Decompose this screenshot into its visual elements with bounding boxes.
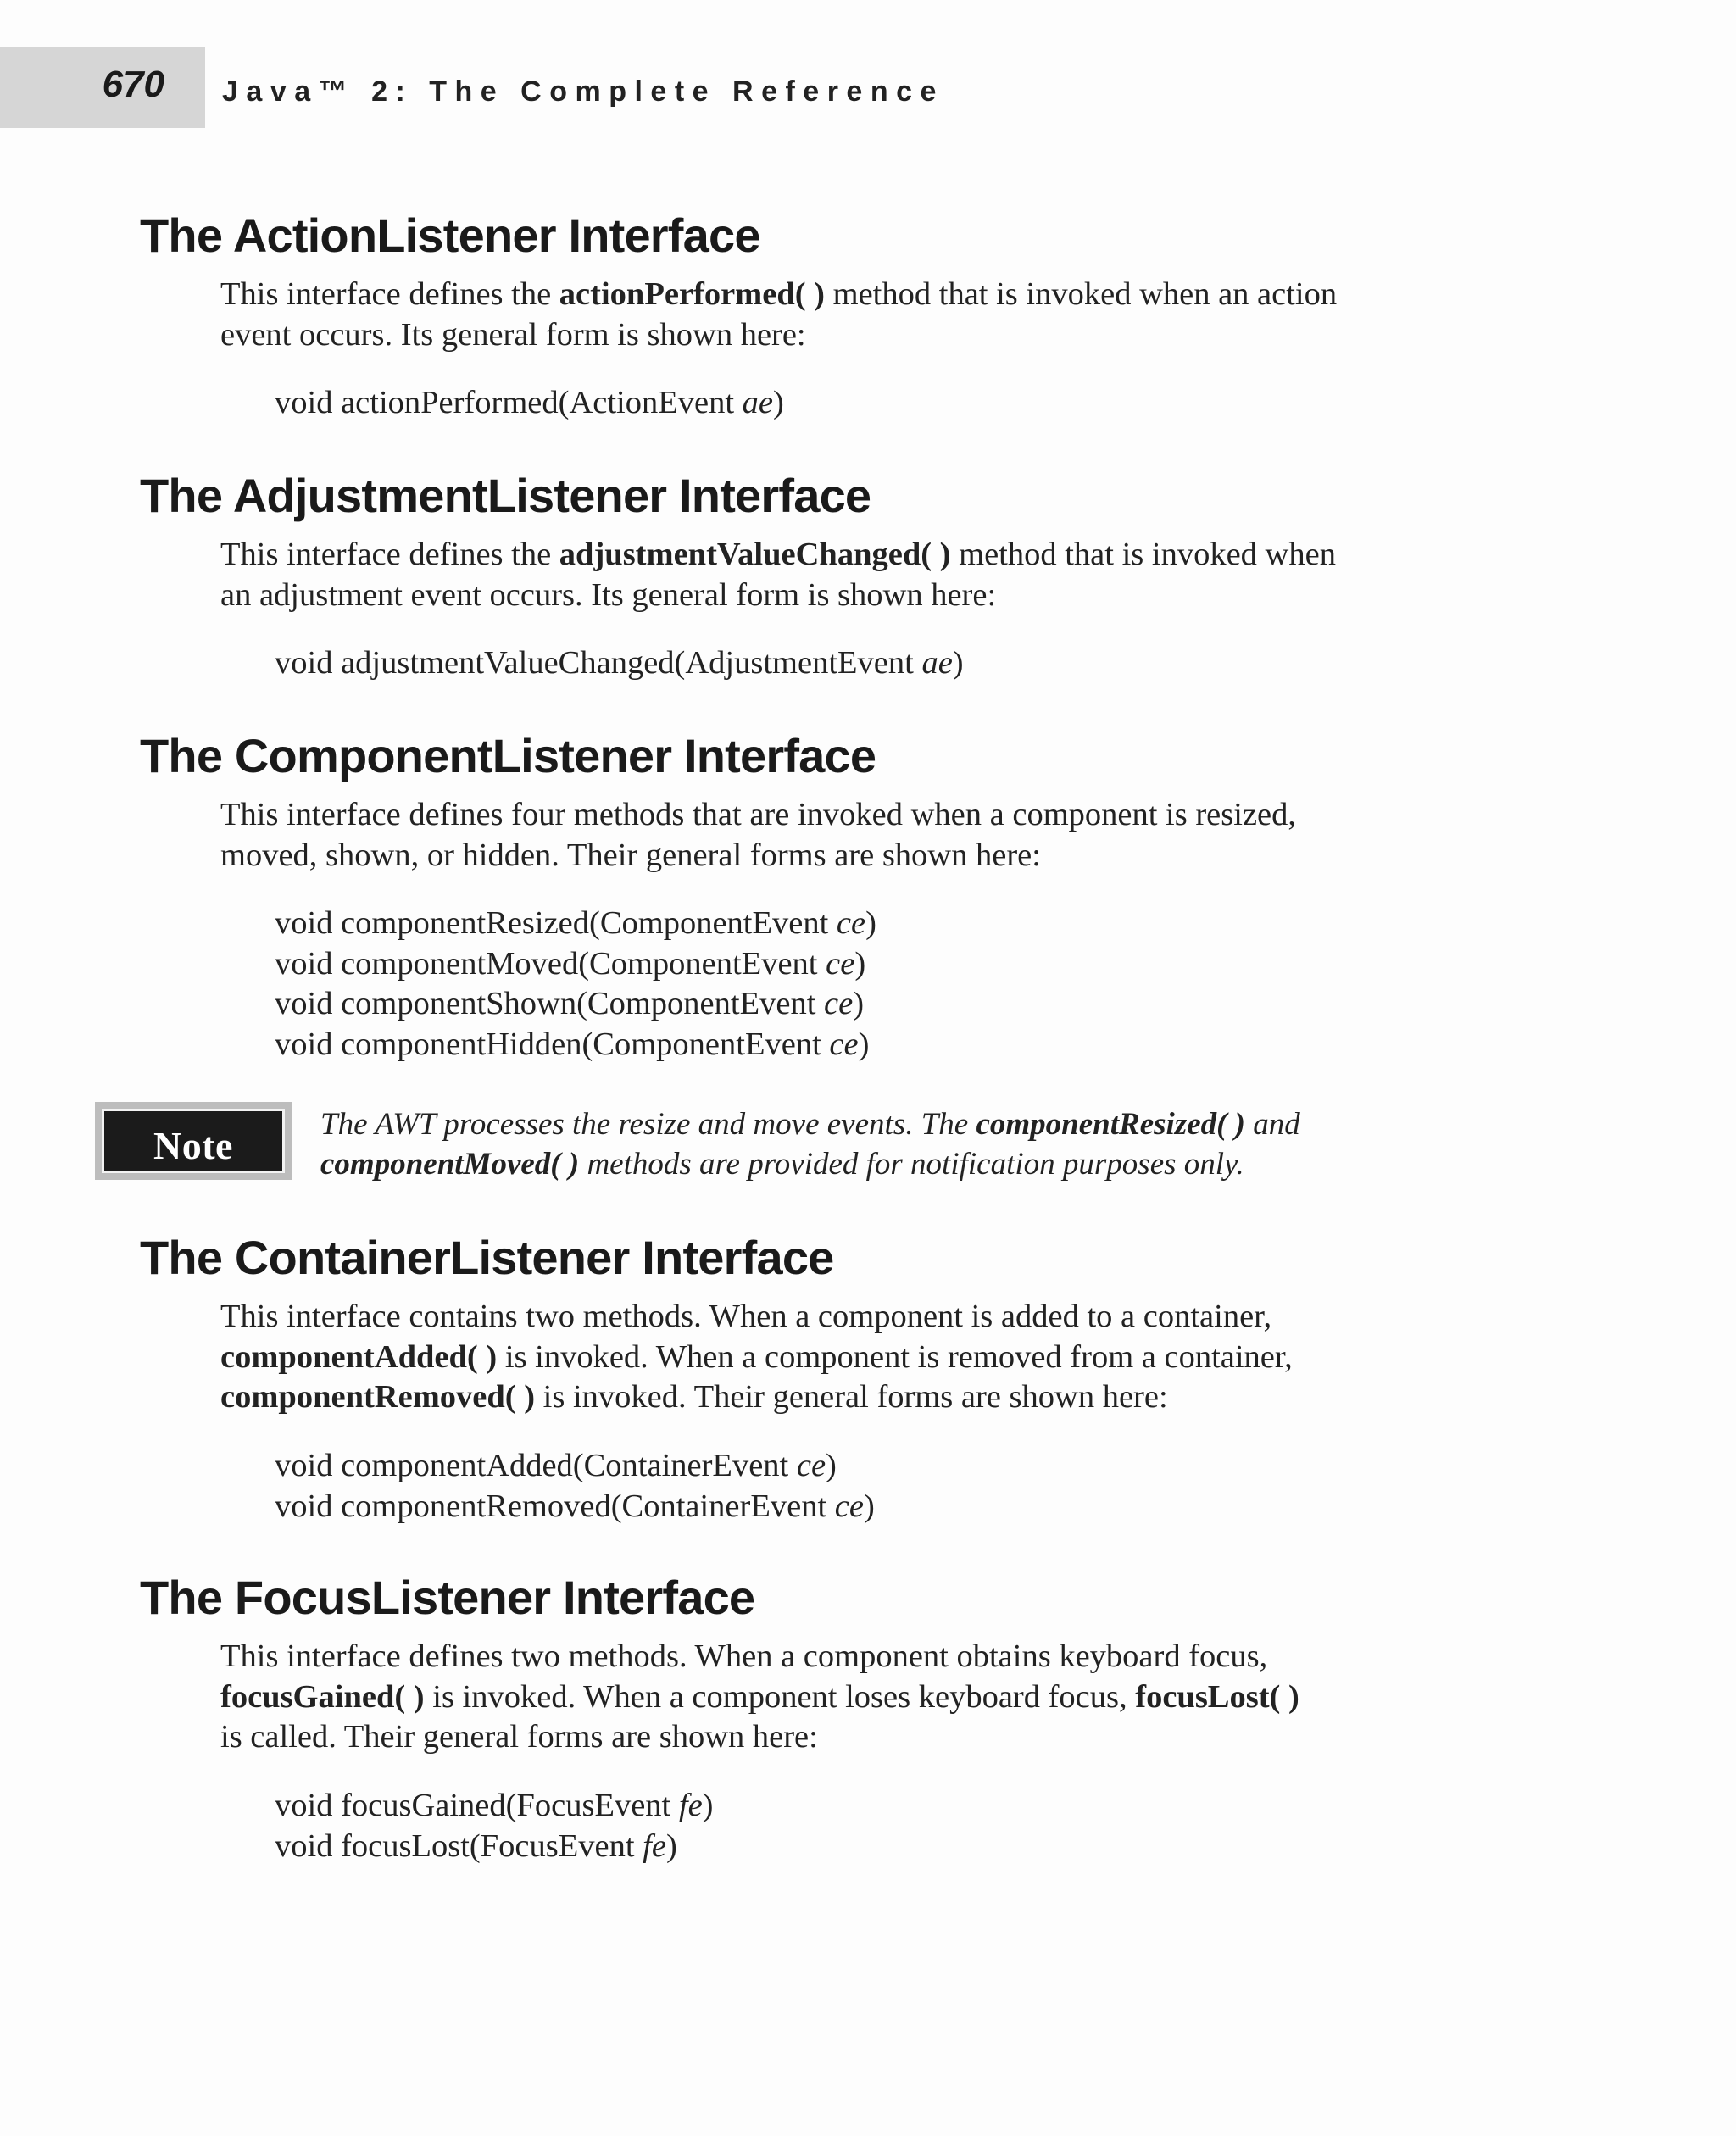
- paragraph-line: [220, 576, 1543, 616]
- method-signatures: [275, 643, 964, 684]
- text-run: methods are provided for notification purposes only.: [579, 1147, 1244, 1182]
- text-run: void componentHidden(ComponentEvent: [275, 1026, 830, 1062]
- method-name: componentResized( ): [976, 1107, 1246, 1142]
- text-run: ): [853, 986, 865, 1021]
- paragraph-line: [220, 1677, 1543, 1718]
- paragraph-line: [220, 836, 1543, 876]
- note-line: [320, 1144, 1422, 1184]
- page-number-box: [0, 47, 205, 128]
- text-run: method that is invoked when: [950, 537, 1336, 572]
- text-run: is invoked. Their general forms are shown here:: [535, 1379, 1168, 1415]
- method-signatures: [275, 1446, 875, 1527]
- method-signatures: [275, 383, 784, 424]
- text-run: void focusGained(FocusEvent: [275, 1788, 679, 1823]
- method-name: adjustmentValueChanged( ): [559, 537, 951, 572]
- parameter-name: ce: [829, 1026, 859, 1062]
- parameter-name: ae: [921, 645, 953, 681]
- text-run: ): [826, 1448, 837, 1483]
- text-run: void actionPerformed(ActionEvent: [275, 385, 743, 420]
- method-signature: [275, 643, 964, 684]
- text-run: ): [858, 1026, 870, 1062]
- text-run: ): [952, 645, 964, 681]
- text-run: This interface contains two methods. When a component is added to a container,: [220, 1299, 1272, 1334]
- method-signature: [275, 383, 784, 424]
- paragraph-line: [220, 795, 1543, 836]
- method-signature: [275, 984, 876, 1025]
- note-badge-inner: [102, 1109, 285, 1173]
- note-badge: [95, 1102, 292, 1180]
- paragraph-line: [220, 1377, 1543, 1418]
- method-signature: [275, 944, 876, 985]
- text-run: is invoked. When a component loses keyboard focus,: [424, 1678, 1136, 1715]
- text-run: void componentRemoved(ContainerEvent: [275, 1488, 835, 1524]
- text-run: is invoked. When a component is removed from a container,: [497, 1338, 1293, 1375]
- text-run: void componentMoved(ComponentEvent: [275, 945, 826, 982]
- parameter-name: ce: [834, 1488, 864, 1524]
- paragraph-line: [220, 1297, 1543, 1338]
- note-line: [320, 1104, 1422, 1144]
- text-run: ): [773, 385, 784, 420]
- text-run: method that is invoked when an action: [825, 276, 1338, 312]
- method-signatures: [275, 1786, 714, 1866]
- paragraph-line: [220, 275, 1543, 315]
- parameter-name: fe: [678, 1788, 703, 1823]
- text-run: and: [1245, 1107, 1300, 1142]
- section-heading: The ActionListener Interface: [140, 209, 760, 262]
- text-run: This interface defines the: [220, 276, 559, 312]
- section-heading: The ContainerListener Interface: [140, 1231, 834, 1284]
- text-run: This interface defines the: [220, 537, 559, 572]
- parameter-name: ce: [826, 945, 855, 982]
- section-heading: The AdjustmentListener Interface: [140, 469, 871, 522]
- text-run: ): [865, 905, 876, 941]
- running-header: [0, 47, 1736, 128]
- section-paragraph: [220, 795, 1543, 876]
- method-signature: [275, 1025, 876, 1065]
- method-signature: [275, 1827, 714, 1867]
- text-run: ): [702, 1788, 714, 1823]
- paragraph-line: [220, 1637, 1543, 1677]
- text-run: is called. Their general forms are shown here:: [220, 1719, 818, 1755]
- paragraph-line: [220, 535, 1543, 576]
- paragraph-line: [220, 1338, 1543, 1378]
- text-run: an adjustment event occurs. Its general form is shown here:: [220, 576, 997, 613]
- page-number: 670: [102, 64, 164, 105]
- method-name: componentAdded( ): [220, 1338, 498, 1375]
- section-paragraph: [220, 1637, 1543, 1758]
- parameter-name: ce: [796, 1448, 826, 1483]
- text-run: This interface defines two methods. When a component obtains keyboard focus,: [220, 1638, 1268, 1674]
- parameter-name: ae: [742, 385, 774, 420]
- note-text: [320, 1104, 1422, 1184]
- method-name: focusLost( ): [1135, 1678, 1299, 1715]
- text-run: moved, shown, or hidden. Their general forms are shown here:: [220, 837, 1041, 873]
- text-run: This interface defines four methods that are invoked when a component is resized,: [220, 797, 1296, 832]
- method-signature: [275, 1446, 875, 1487]
- parameter-name: ce: [836, 905, 866, 941]
- method-name: componentRemoved( ): [220, 1379, 536, 1415]
- method-signature: [275, 1487, 875, 1527]
- section-heading: The ComponentListener Interface: [140, 729, 876, 782]
- text-run: void focusLost(FocusEvent: [275, 1827, 643, 1864]
- text-run: event occurs. Its general form is shown here:: [220, 316, 806, 353]
- method-signatures: [275, 904, 876, 1065]
- method-signature: [275, 1786, 714, 1827]
- text-run: ): [863, 1488, 875, 1524]
- method-name: actionPerformed( ): [559, 276, 826, 312]
- method-signature: [275, 904, 876, 944]
- section-paragraph: [220, 535, 1543, 615]
- parameter-name: fe: [643, 1827, 666, 1864]
- text-run: ): [665, 1827, 677, 1864]
- text-run: void componentShown(ComponentEvent: [275, 986, 825, 1021]
- text-run: void componentResized(ComponentEvent: [275, 905, 837, 941]
- paragraph-line: [220, 1717, 1543, 1758]
- section-paragraph: [220, 1297, 1543, 1418]
- paragraph-line: [220, 315, 1543, 356]
- section-paragraph: [220, 275, 1543, 355]
- section-heading: The FocusListener Interface: [140, 1571, 755, 1624]
- text-run: void componentAdded(ContainerEvent: [275, 1448, 797, 1483]
- parameter-name: ce: [824, 986, 854, 1021]
- text-run: The AWT processes the resize and move events. The: [320, 1107, 976, 1142]
- text-run: ): [854, 945, 866, 982]
- text-run: void adjustmentValueChanged(AdjustmentEvent: [275, 645, 922, 681]
- note-label: Note: [153, 1124, 233, 1167]
- method-name: focusGained( ): [220, 1678, 425, 1715]
- book-title: Java™ 2: The Complete Reference: [222, 75, 944, 108]
- method-name: componentMoved( ): [320, 1147, 580, 1182]
